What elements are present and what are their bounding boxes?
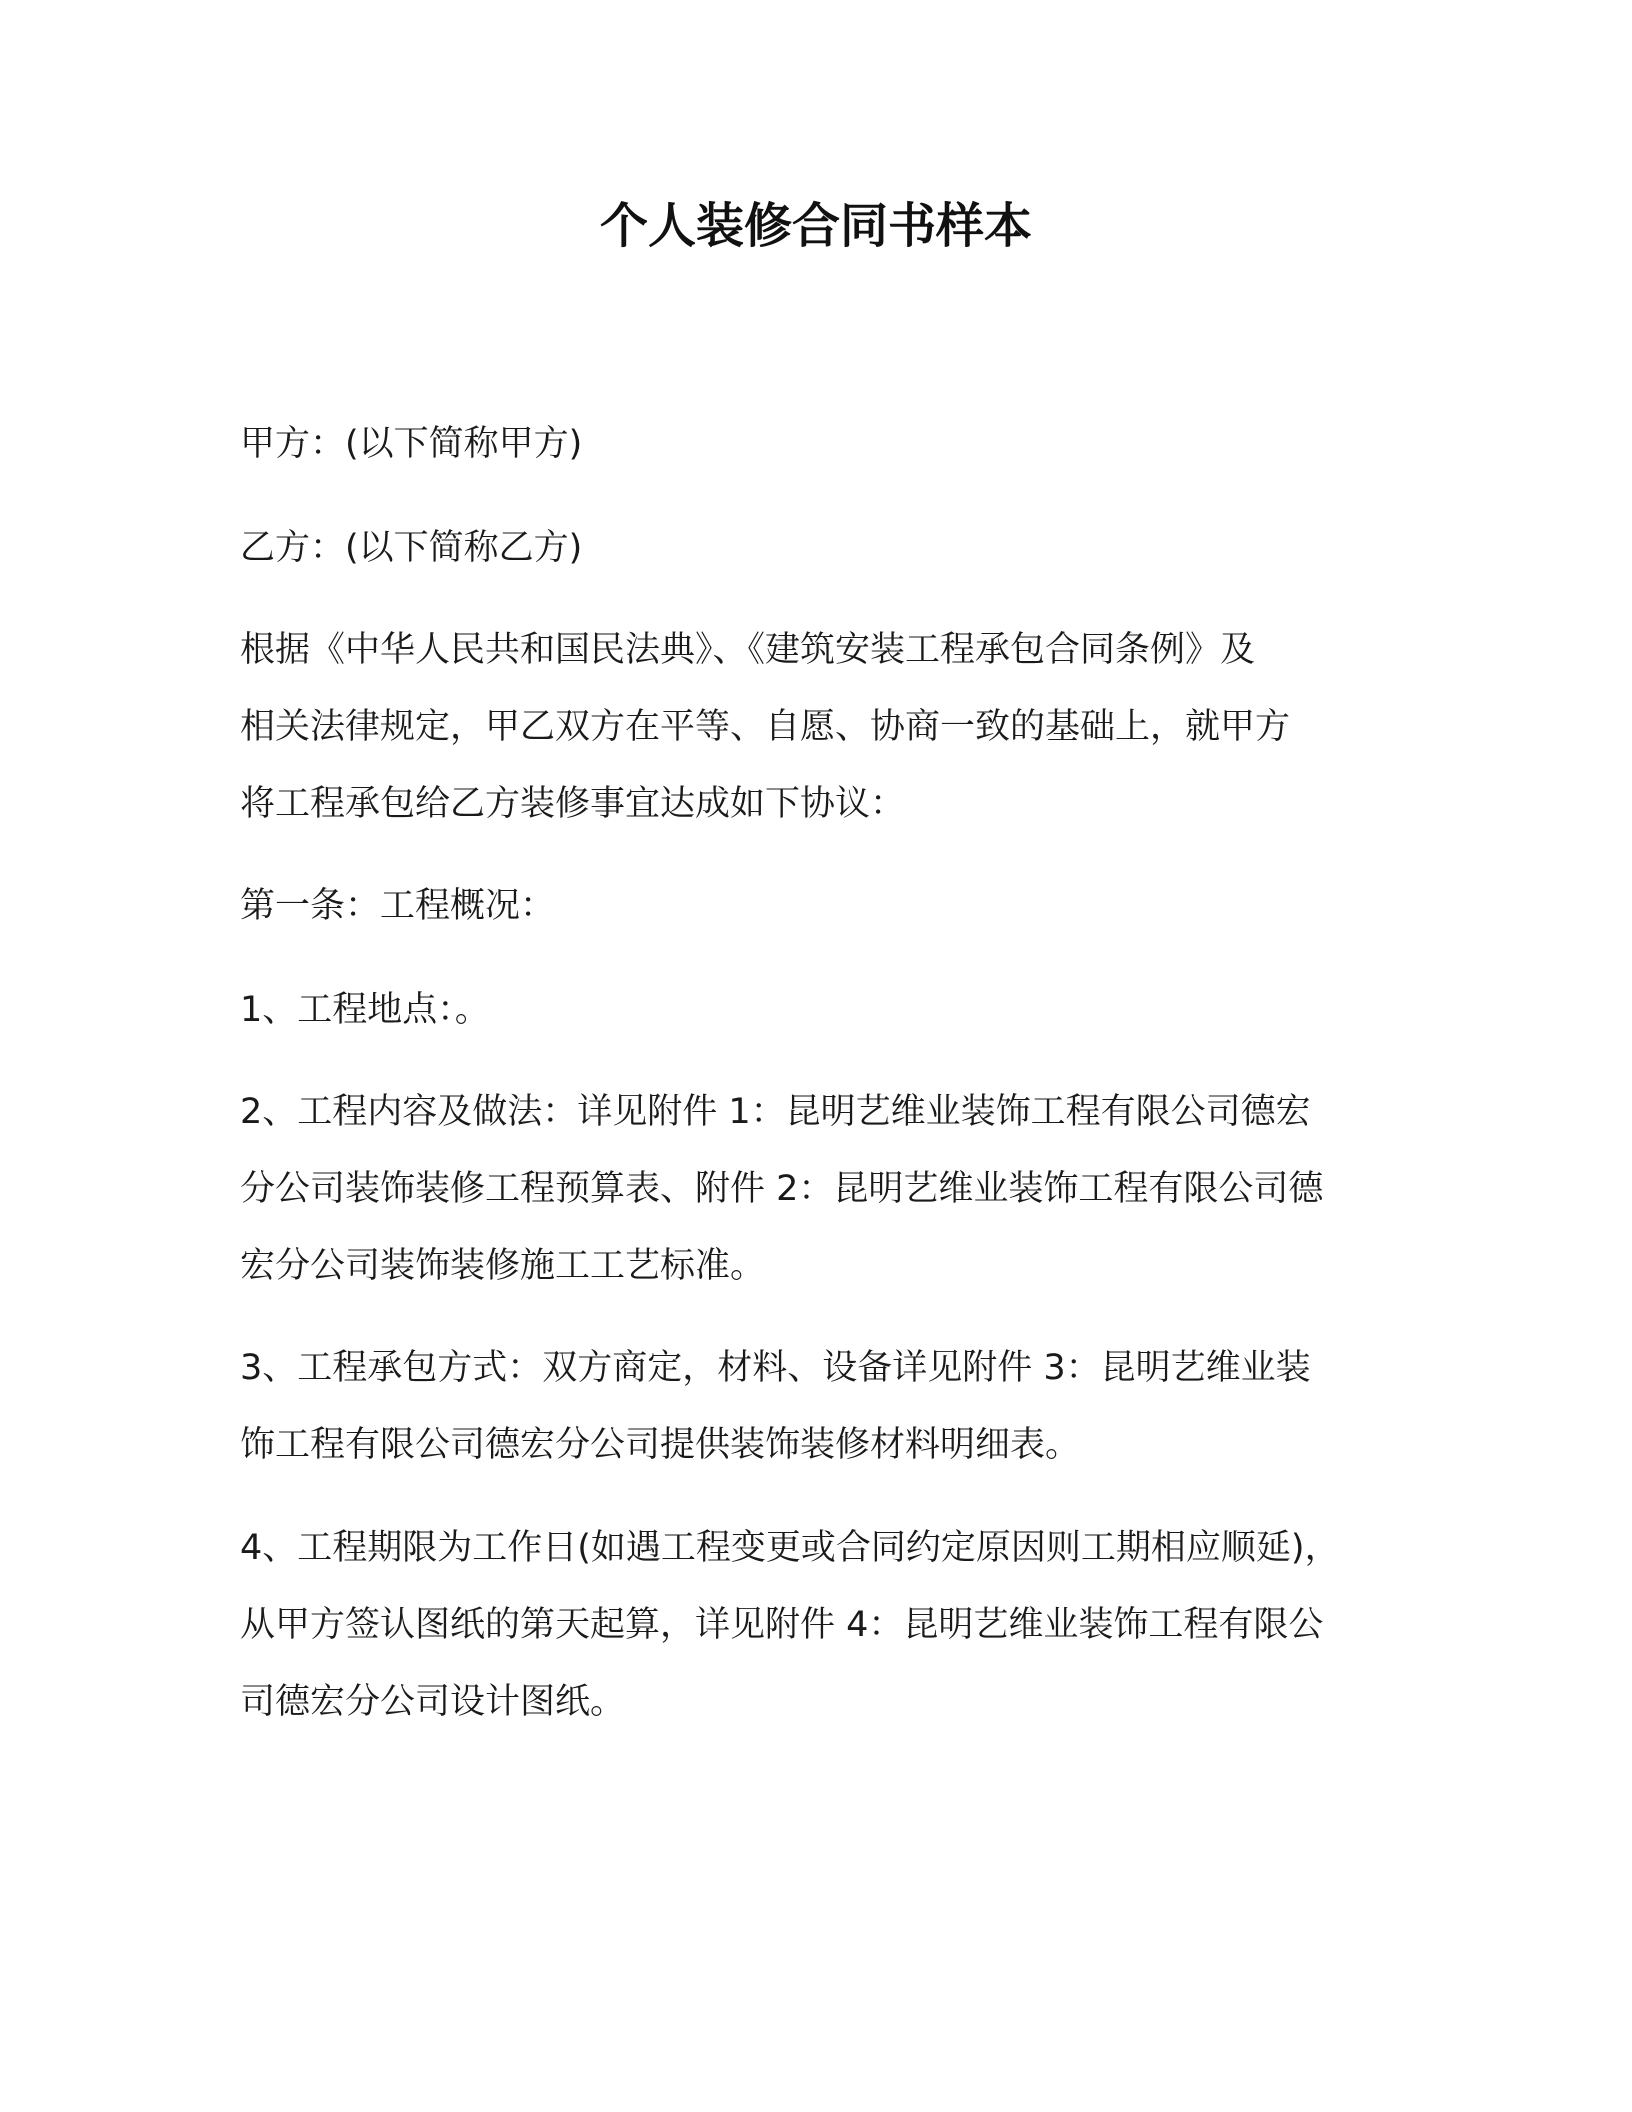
item-3-contract-method	[240, 1330, 1400, 1484]
item-4-line: 4、工程期限为工作日(如遇工程变更或合同约定原因则工期相应顺延)，	[240, 1528, 1340, 1568]
item-2-line: 分公司装饰装修工程预算表、附件 2：昆明艺维业装饰工程有限公司德	[240, 1169, 1324, 1209]
preamble-line: 根据《中华人民共和国民法典》、《建筑安装工程承包合同条例》及	[240, 630, 1256, 670]
party-b-line: 乙方：(以下简称乙方)	[240, 528, 583, 568]
item-3-line: 饰工程有限公司德宏分公司提供装饰装修材料明细表。	[240, 1425, 1081, 1465]
item-4-duration	[240, 1510, 1400, 1741]
article-1-heading: 第一条：工程概况：	[240, 886, 556, 926]
item-3-line: 3、工程承包方式：双方商定，材料、设备详见附件 3：昆明艺维业装	[240, 1348, 1311, 1388]
item-4-line: 司德宏分公司设计图纸。	[240, 1682, 626, 1722]
item-2-content	[240, 1074, 1400, 1305]
party-a-line: 甲方：(以下简称甲方)	[240, 424, 583, 464]
item-2-line: 宏分公司装饰装修施工工艺标准。	[240, 1246, 766, 1286]
item-1-location: 1、工程地点：。	[240, 990, 490, 1030]
document-title: 个人装修合同书样本	[599, 198, 1032, 254]
preamble-line: 相关法律规定，甲乙双方在平等、自愿、协商一致的基础上，就甲方	[240, 707, 1291, 747]
preamble-paragraph	[240, 612, 1400, 843]
item-2-line: 2、工程内容及做法：详见附件 1：昆明艺维业装饰工程有限公司德宏	[240, 1092, 1311, 1132]
item-4-line: 从甲方签认图纸的第天起算，详见附件 4：昆明艺维业装饰工程有限公	[240, 1605, 1324, 1645]
preamble-line: 将工程承包给乙方装修事宜达成如下协议：	[240, 784, 906, 824]
